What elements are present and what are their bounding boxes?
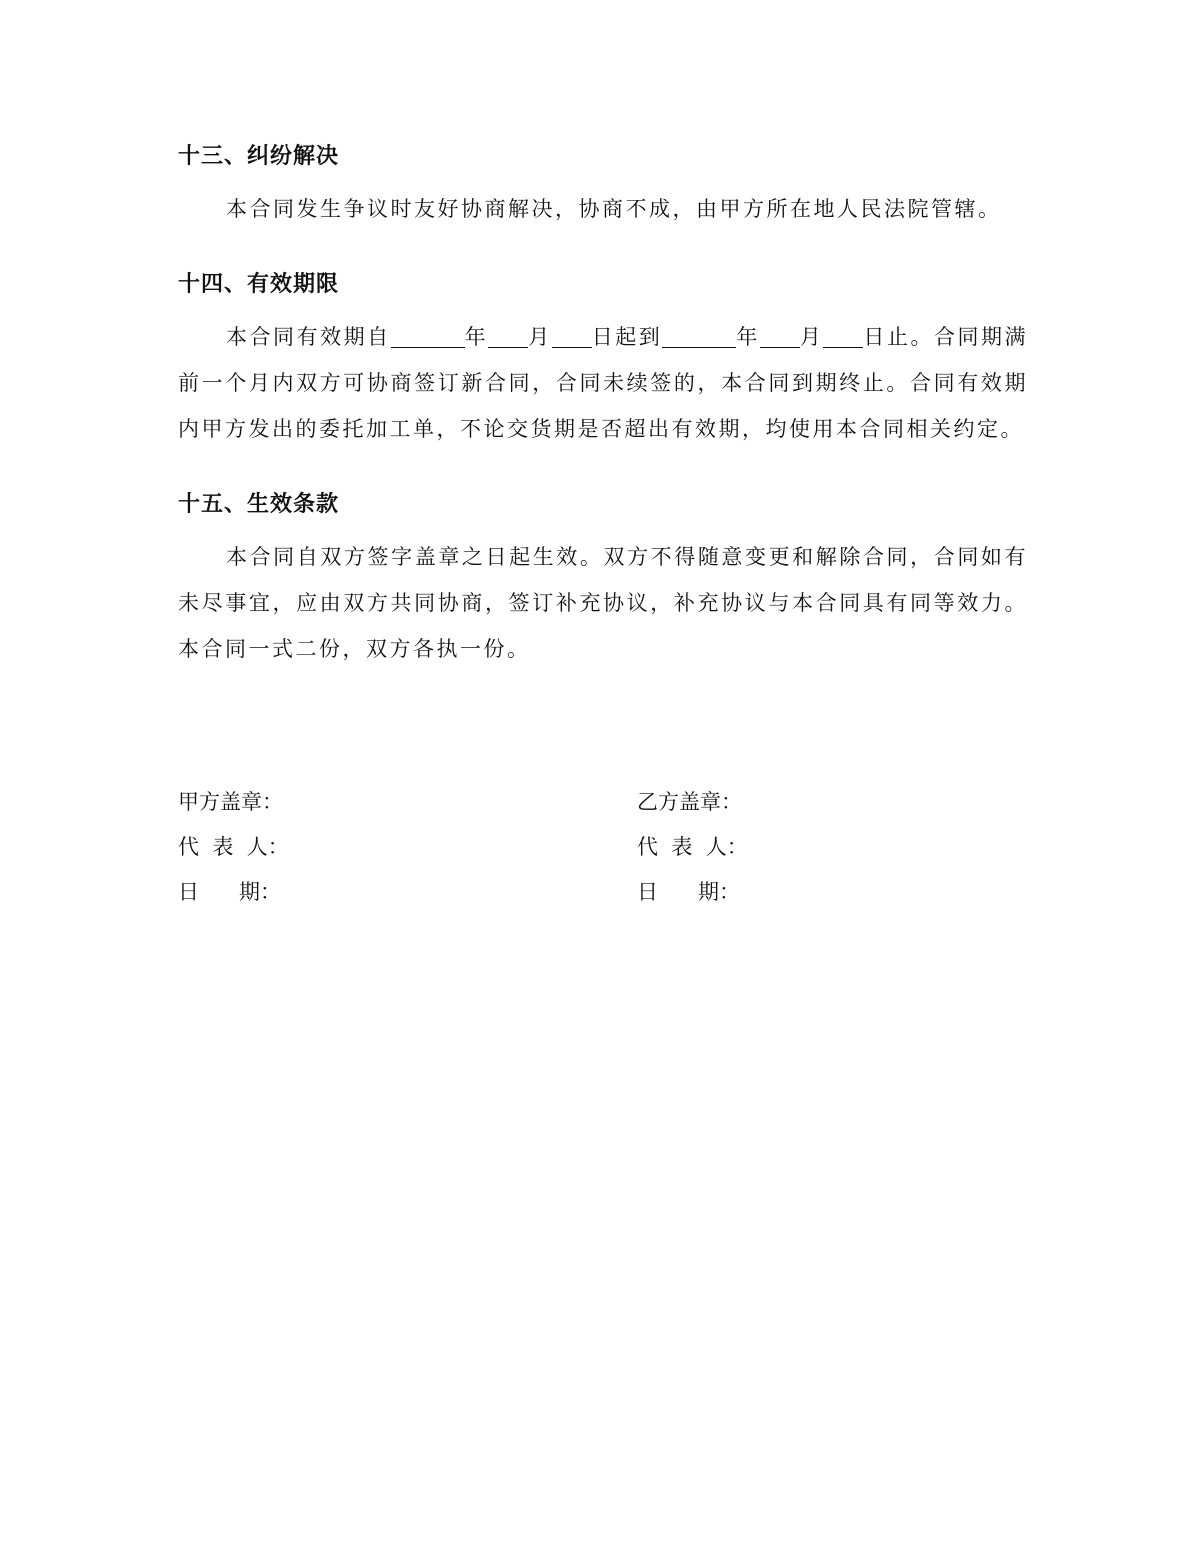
party-b-signature — [637, 780, 1037, 915]
section-effective-terms — [178, 488, 1028, 672]
end-month-blank — [760, 321, 800, 348]
party-b-date-label: 日 期： — [637, 880, 741, 904]
section-paragraph: 本合同自双方签字盖章之日起生效。双方不得随意变更和解除合同，合同如有未尽事宜，应由双方共同协商，签订补充协议，补充协议与本合同具有同等效力。本合同一式二份，双方各执一份。 — [178, 545, 1028, 661]
section-paragraph — [178, 314, 1028, 452]
validity-year-label: 年 — [464, 325, 489, 349]
party-a-date-label: 日 期： — [178, 880, 282, 904]
end-year-blank — [662, 321, 736, 348]
party-a-representative-label: 代 表 人： — [178, 835, 289, 859]
section-heading: 十五、生效条款 — [178, 492, 340, 517]
party-a-signature — [178, 780, 578, 915]
end-day-blank — [823, 321, 863, 348]
section-dispute-resolution — [178, 140, 1028, 232]
section-heading: 十三、纠纷解决 — [178, 144, 340, 169]
section-paragraph: 本合同发生争议时友好协商解决，协商不成，由甲方所在地人民法院管辖。 — [226, 197, 1002, 221]
party-b-seal-label: 乙方盖章： — [637, 790, 742, 814]
section-validity-period — [178, 268, 1028, 452]
validity-month-label-2: 月 — [799, 325, 824, 349]
validity-year-label-2: 年 — [736, 325, 760, 349]
contract-body — [178, 140, 1028, 672]
validity-text-end: 日止。合同期满前一个月内双方可协商签订新合同，合同未续签的，本合同到期终止。合同有效期内甲方发出的委托加工单，不论交货期是否超出有效期，均使用本合同相关约定。 — [178, 325, 1029, 441]
start-day-blank — [552, 321, 592, 348]
section-heading: 十四、有效期限 — [178, 272, 340, 297]
start-year-blank — [391, 321, 465, 348]
signature-block — [178, 780, 1028, 920]
validity-month-label: 月 — [528, 325, 552, 349]
party-a-seal-label: 甲方盖章： — [178, 790, 283, 814]
validity-text-start: 本合同有效期自 — [226, 325, 391, 349]
start-month-blank — [488, 321, 528, 348]
validity-day-label: 日起到 — [591, 325, 663, 349]
party-b-representative-label: 代 表 人： — [637, 835, 748, 859]
